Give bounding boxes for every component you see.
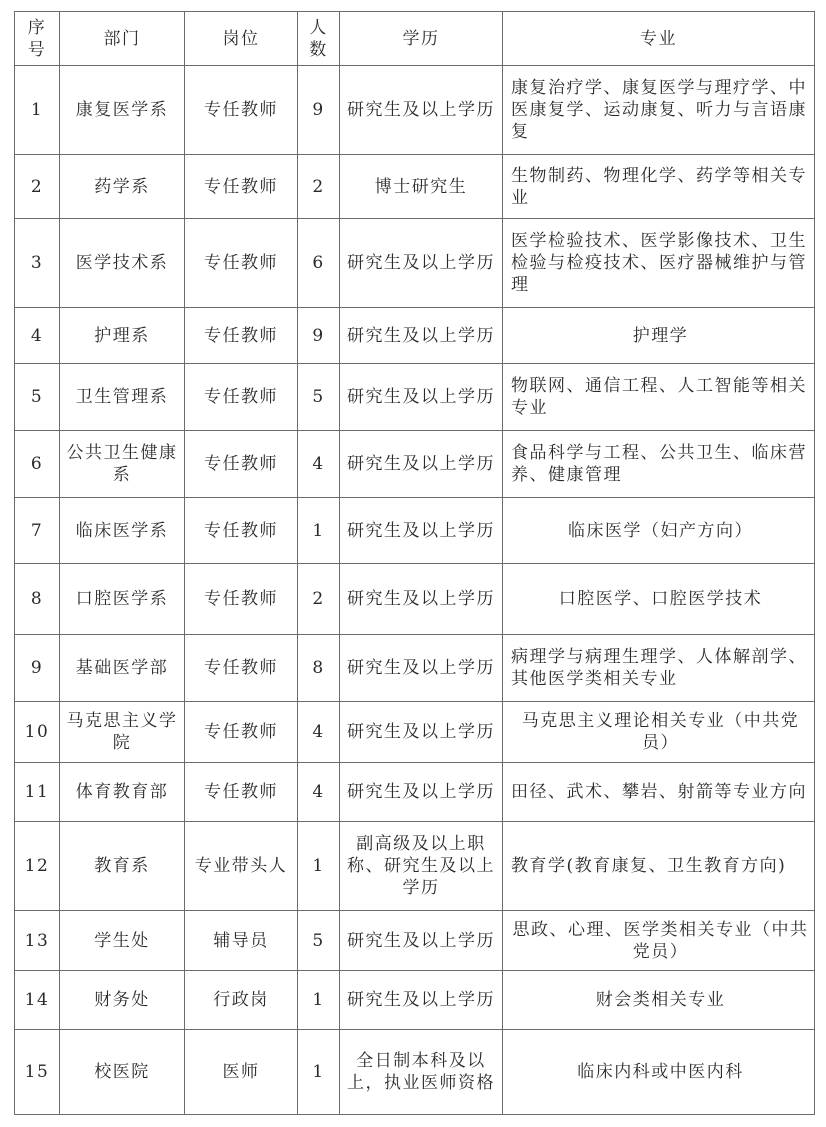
- cell-post: 医师: [185, 1030, 298, 1115]
- cell-no: 6: [15, 431, 60, 498]
- cell-post: 专任教师: [185, 431, 298, 498]
- cell-count: 5: [298, 911, 340, 971]
- cell-major: 医学检验技术、医学影像技术、卫生检验与检疫技术、医疗器械维护与管理: [503, 219, 815, 308]
- cell-major: 物联网、通信工程、人工智能等相关专业: [503, 364, 815, 431]
- cell-no: 2: [15, 155, 60, 219]
- table-row: [15, 635, 815, 702]
- cell-major: 病理学与病理生理学、人体解剖学、其他医学类相关专业: [503, 635, 815, 702]
- cell-count: 5: [298, 364, 340, 431]
- table-row: [15, 219, 815, 308]
- cell-no: 14: [15, 971, 60, 1030]
- cell-major: 临床医学（妇产方向）: [503, 498, 815, 564]
- table-row: [15, 364, 815, 431]
- cell-no: 15: [15, 1030, 60, 1115]
- cell-edu: 副高级及以上职称、研究生及以上学历: [340, 822, 503, 911]
- cell-post: 专任教师: [185, 702, 298, 763]
- cell-dept: 体育教育部: [60, 763, 185, 822]
- cell-major: 思政、心理、医学类相关专业（中共党员）: [503, 911, 815, 971]
- cell-count: 9: [298, 66, 340, 155]
- cell-post: 专任教师: [185, 763, 298, 822]
- cell-dept: 学生处: [60, 911, 185, 971]
- cell-count: 1: [298, 822, 340, 911]
- cell-major: 财会类相关专业: [503, 971, 815, 1030]
- cell-edu: 研究生及以上学历: [340, 308, 503, 364]
- table-row: [15, 911, 815, 971]
- cell-count: 1: [298, 498, 340, 564]
- header-major: 专业: [503, 12, 815, 66]
- cell-count: 2: [298, 155, 340, 219]
- cell-edu: 研究生及以上学历: [340, 564, 503, 635]
- table-row: [15, 822, 815, 911]
- cell-dept: 护理系: [60, 308, 185, 364]
- cell-major: 临床内科或中医内科: [503, 1030, 815, 1115]
- cell-major: 生物制药、物理化学、药学等相关专业: [503, 155, 815, 219]
- cell-count: 9: [298, 308, 340, 364]
- cell-dept: 康复医学系: [60, 66, 185, 155]
- cell-post: 专任教师: [185, 308, 298, 364]
- cell-post: 专任教师: [185, 66, 298, 155]
- table-row: [15, 763, 815, 822]
- cell-dept: 教育系: [60, 822, 185, 911]
- table-row: [15, 971, 815, 1030]
- cell-dept: 卫生管理系: [60, 364, 185, 431]
- table-row: [15, 431, 815, 498]
- cell-edu: 研究生及以上学历: [340, 431, 503, 498]
- cell-major: 马克思主义理论相关专业（中共党员）: [503, 702, 815, 763]
- cell-count: 6: [298, 219, 340, 308]
- cell-dept: 财务处: [60, 971, 185, 1030]
- cell-post: 专任教师: [185, 219, 298, 308]
- cell-no: 7: [15, 498, 60, 564]
- cell-major: 口腔医学、口腔医学技术: [503, 564, 815, 635]
- cell-dept: 公共卫生健康系: [60, 431, 185, 498]
- cell-dept: 医学技术系: [60, 219, 185, 308]
- cell-dept: 药学系: [60, 155, 185, 219]
- cell-edu: 研究生及以上学历: [340, 702, 503, 763]
- cell-no: 5: [15, 364, 60, 431]
- cell-dept: 校医院: [60, 1030, 185, 1115]
- cell-count: 1: [298, 1030, 340, 1115]
- cell-edu: 全日制本科及以上，执业医师资格: [340, 1030, 503, 1115]
- table-row: [15, 308, 815, 364]
- cell-edu: 博士研究生: [340, 155, 503, 219]
- cell-post: 专任教师: [185, 564, 298, 635]
- cell-post: 行政岗: [185, 971, 298, 1030]
- cell-post: 专任教师: [185, 635, 298, 702]
- cell-no: 3: [15, 219, 60, 308]
- table-row: [15, 498, 815, 564]
- cell-count: 8: [298, 635, 340, 702]
- cell-edu: 研究生及以上学历: [340, 364, 503, 431]
- header-dept: 部门: [60, 12, 185, 66]
- cell-dept: 马克思主义学院: [60, 702, 185, 763]
- cell-count: 2: [298, 564, 340, 635]
- header-post: 岗位: [185, 12, 298, 66]
- recruitment-table: [14, 11, 815, 1115]
- cell-edu: 研究生及以上学历: [340, 911, 503, 971]
- header-count: 人数: [298, 12, 340, 66]
- header-edu: 学历: [340, 12, 503, 66]
- header-no: 序号: [15, 12, 60, 66]
- cell-major: 田径、武术、攀岩、射箭等专业方向: [503, 763, 815, 822]
- cell-dept: 临床医学系: [60, 498, 185, 564]
- table-row: [15, 564, 815, 635]
- cell-no: 1: [15, 66, 60, 155]
- cell-no: 12: [15, 822, 60, 911]
- header-row: [15, 12, 815, 66]
- table-row: [15, 702, 815, 763]
- table-row: [15, 66, 815, 155]
- cell-count: 4: [298, 431, 340, 498]
- cell-major: 食品科学与工程、公共卫生、临床营养、健康管理: [503, 431, 815, 498]
- cell-major: 护理学: [503, 308, 815, 364]
- cell-no: 9: [15, 635, 60, 702]
- cell-count: 4: [298, 702, 340, 763]
- cell-no: 8: [15, 564, 60, 635]
- cell-count: 4: [298, 763, 340, 822]
- cell-count: 1: [298, 971, 340, 1030]
- cell-post: 辅导员: [185, 911, 298, 971]
- cell-edu: 研究生及以上学历: [340, 971, 503, 1030]
- cell-post: 专任教师: [185, 155, 298, 219]
- cell-edu: 研究生及以上学历: [340, 635, 503, 702]
- cell-edu: 研究生及以上学历: [340, 219, 503, 308]
- cell-major: 康复治疗学、康复医学与理疗学、中医康复学、运动康复、听力与言语康复: [503, 66, 815, 155]
- cell-dept: 基础医学部: [60, 635, 185, 702]
- cell-no: 10: [15, 702, 60, 763]
- table-row: [15, 1030, 815, 1115]
- cell-post: 专任教师: [185, 498, 298, 564]
- cell-no: 4: [15, 308, 60, 364]
- cell-edu: 研究生及以上学历: [340, 498, 503, 564]
- cell-no: 11: [15, 763, 60, 822]
- cell-edu: 研究生及以上学历: [340, 763, 503, 822]
- cell-edu: 研究生及以上学历: [340, 66, 503, 155]
- cell-major: 教育学(教育康复、卫生教育方向): [503, 822, 815, 911]
- cell-post: 专任教师: [185, 364, 298, 431]
- cell-post: 专业带头人: [185, 822, 298, 911]
- table-row: [15, 155, 815, 219]
- cell-no: 13: [15, 911, 60, 971]
- cell-dept: 口腔医学系: [60, 564, 185, 635]
